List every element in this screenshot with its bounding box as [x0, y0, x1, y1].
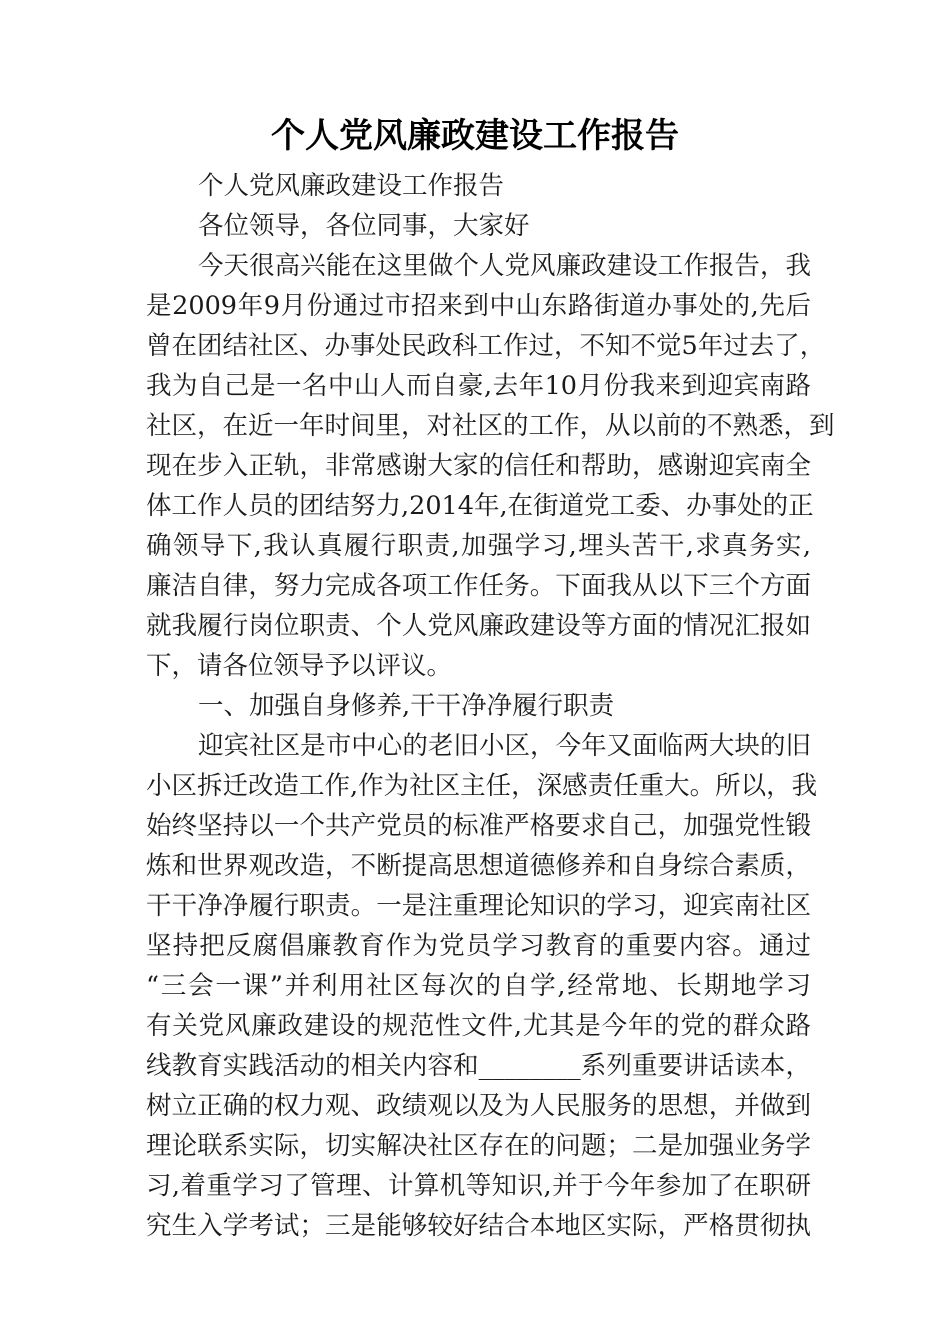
paragraph-line: 始终坚持以一个共产党员的标准严格要求自己，加强党性锻	[146, 811, 811, 841]
paragraph-line: 小区拆迁改造工作,作为社区主任，深感责任重大。所以，我	[146, 771, 818, 801]
salutation-line: 各位领导，各位同事，大家好	[198, 211, 530, 241]
document-body	[146, 166, 835, 1246]
paragraph-line: 究生入学考试；三是能够较好结合本地区实际，严格贯彻执	[146, 1211, 811, 1241]
subtitle-line: 个人党风廉政建设工作报告	[198, 171, 505, 201]
paragraph-line: 曾在团结社区、办事处民政科工作过，不知不觉5年过去了，	[146, 331, 826, 361]
paragraph-line: 今天很高兴能在这里做个人党风廉政建设工作报告，我	[198, 251, 811, 281]
paragraph-line: 确领导下,我认真履行职责,加强学习,埋头苦干,求真务实,	[146, 531, 811, 561]
paragraph-line: 社区，在近一年时间里，对社区的工作，从以前的不熟悉，到	[146, 411, 835, 441]
paragraph-line: 有关党风廉政建设的规范性文件,尤其是今年的党的群众路	[146, 1011, 811, 1041]
paragraph-line: 理论联系实际，切实解决社区存在的问题；二是加强业务学	[146, 1131, 811, 1161]
paragraph-line: 习,着重学习了管理、计算机等知识,并于今年参加了在职研	[146, 1171, 811, 1201]
paragraph-line: 廉洁自律，努力完成各项工作任务。下面我从以下三个方面	[146, 571, 811, 601]
paragraph-line: 是2009年9月份通过市招来到中山东路街道办事处的,先后	[146, 291, 811, 321]
paragraph-line: “三会一课”并利用社区每次的自学,经常地、长期地学习	[146, 971, 811, 1001]
paragraph-line: 炼和世界观改造，不断提高思想道德修养和自身综合素质，	[146, 851, 811, 881]
paragraph-line: 线教育实践活动的相关内容和________系列重要讲话读本，	[146, 1051, 811, 1081]
paragraph-line: 迎宾社区是市中心的老旧小区，今年又面临两大块的旧	[198, 731, 811, 761]
paragraph-line: 下，请各位领导予以评议。	[146, 651, 453, 681]
paragraph-line: 就我履行岗位职责、个人党风廉政建设等方面的情况汇报如	[146, 611, 811, 641]
section-heading: 一、加强自身修养,干干净净履行职责	[198, 691, 615, 721]
paragraph-line: 现在步入正轨，非常感谢大家的信任和帮助，感谢迎宾南全	[146, 451, 811, 481]
document-title: 个人党风廉政建设工作报告	[271, 116, 679, 156]
paragraph-line: 树立正确的权力观、政绩观以及为人民服务的思想，并做到	[146, 1091, 811, 1121]
paragraph-line: 干干净净履行职责。一是注重理论知识的学习，迎宾南社区	[146, 891, 811, 921]
paragraph-line: 体工作人员的团结努力,2014年,在街道党工委、办事处的正	[146, 491, 814, 521]
paragraph-line: 我为自己是一名中山人而自豪,去年10月份我来到迎宾南路	[146, 371, 811, 401]
paragraph-line: 坚持把反腐倡廉教育作为党员学习教育的重要内容。通过	[146, 931, 811, 961]
